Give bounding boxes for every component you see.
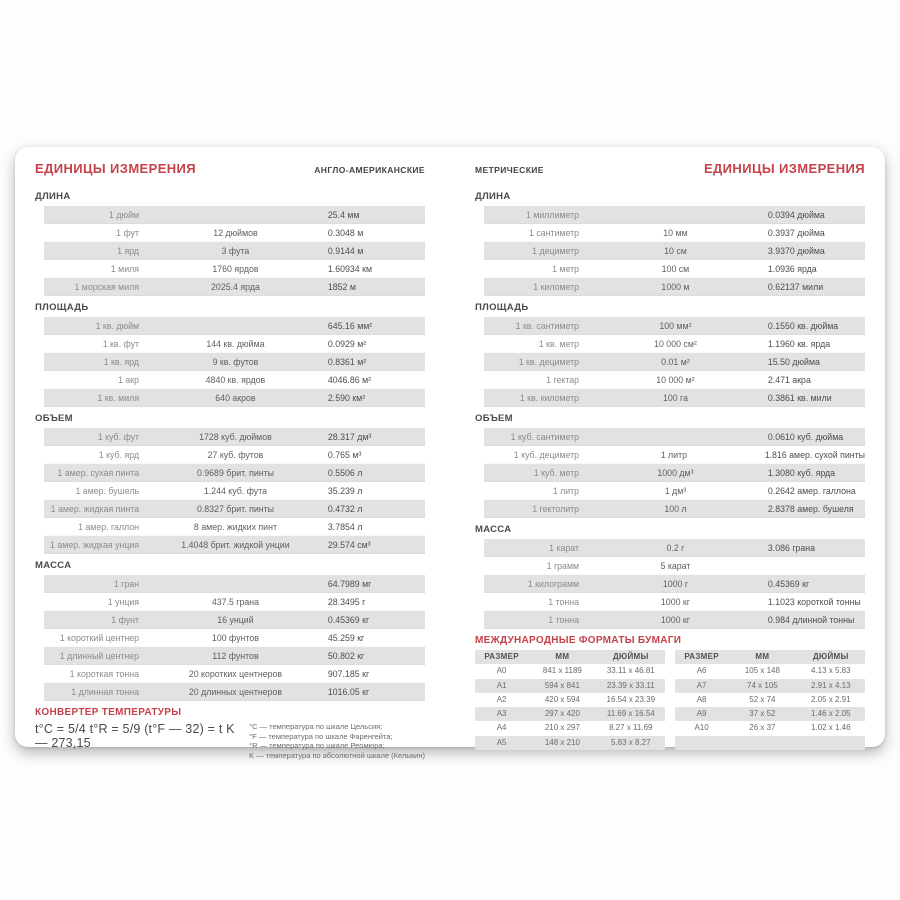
unit-equivalent: 1.244 куб. фута [203, 486, 268, 496]
unit-metric-value: 4046.86 м² [327, 375, 372, 385]
unit-equivalent: 10 мм [663, 228, 688, 238]
paper-inches: 11.69 x 16.54 [606, 709, 655, 719]
table-row [484, 317, 865, 335]
unit-metric-value: 0.9144 м [327, 246, 364, 256]
unit-equivalent: 0.9689 брит. пинты [196, 468, 274, 478]
unit-name: 1 куб. дециметр [513, 450, 580, 460]
left-section-3 [35, 561, 425, 701]
unit-metric-value: 0.0929 м² [327, 339, 367, 349]
table-row [484, 260, 865, 278]
paper-size: A6 [696, 666, 707, 676]
unit-metric-value: 45.259 кг [327, 633, 365, 643]
left-section-0 [35, 192, 425, 296]
unit-metric-value: 1.816 амер. сухой пинты [764, 450, 865, 460]
unit-metric-value: 0.8361 м² [327, 357, 367, 367]
unit-name: 1 гектар [546, 375, 580, 385]
unit-metric-value: 0.3048 м [327, 228, 364, 238]
paper-col-mm: ММ [755, 652, 770, 661]
unit-name: 1 карат [549, 543, 580, 553]
unit-name: 1 грамм [546, 561, 580, 571]
paper-table-a0-a5 [475, 650, 665, 750]
unit-name: 1 кв. метр [538, 339, 580, 349]
unit-metric-value: 0.4732 л [327, 504, 363, 514]
table-row [44, 242, 425, 260]
paper-size: A10 [694, 723, 709, 733]
paper-row [475, 721, 665, 735]
unit-name: 1 кв. сантиметр [515, 321, 580, 331]
unit-equivalent: 1728 куб. дюймов [199, 432, 272, 442]
paper-size: A9 [696, 709, 707, 719]
paper-table-a6-a10 [675, 650, 865, 750]
unit-equivalent: 100 фунтов [211, 633, 259, 643]
unit-name: 1 дециметр [532, 246, 580, 256]
right-sections [475, 185, 865, 629]
table-row [484, 500, 865, 518]
table-row [44, 446, 425, 464]
paper-size: A8 [696, 694, 707, 704]
unit-equivalent: 1000 г [662, 579, 689, 589]
unit-name: 1 амер. жидкая пинта [50, 504, 140, 514]
page-left-subtitle: АНГЛО-АМЕРИКАНСКИЕ [314, 165, 425, 175]
unit-equivalent: 100 л [664, 504, 687, 514]
unit-metric-value: 0.62137 мили [767, 282, 824, 292]
table-row [44, 500, 425, 518]
unit-equivalent: 10 см [664, 246, 687, 256]
unit-name: 1 короткая тонна [69, 669, 140, 679]
table-row [484, 371, 865, 389]
temperature-formula: t°C = 5/4 t°R = 5/9 (t°F — 32) = t K — 273,15 [35, 722, 235, 750]
unit-metric-value: 1.3080 куб. ярда [767, 468, 836, 478]
paper-mm: 297 x 420 [544, 709, 580, 719]
unit-equivalent [583, 428, 768, 445]
section-heading: ОБЪЕМ [35, 413, 73, 424]
section-heading: ПЛОЩАДЬ [475, 302, 529, 313]
paper-inches: 1.02 x 1.46 [810, 723, 851, 733]
temperature-note: °R — температура по шкале Реомюра; [249, 741, 385, 751]
unit-metric-value: 1.1960 кв. ярда [767, 339, 831, 349]
table-row [44, 353, 425, 371]
paper-inches: 2.05 x 2.91 [810, 694, 851, 704]
unit-name: 1 сантиметр [529, 228, 580, 238]
left-sections [35, 185, 425, 701]
table-row [484, 389, 865, 407]
table-row [484, 242, 865, 260]
unit-equivalent: 1000 кг [660, 597, 690, 607]
unit-name: 1 тонна [548, 615, 580, 625]
unit-equivalent: 144 кв. дюйма [206, 339, 265, 349]
paper-size: A2 [496, 694, 507, 704]
table-row [484, 575, 865, 593]
paper-row [675, 664, 865, 678]
unit-equivalent: 10 000 см² [654, 339, 697, 349]
table-row [44, 278, 425, 296]
unit-metric-value: 0.3937 дюйма [767, 228, 825, 238]
paper-mm: 148 x 210 [544, 737, 580, 747]
paper-mm: 420 x 594 [544, 694, 580, 704]
paper-col-size: РАЗМЕР [684, 652, 719, 661]
paper-inches: 2.91 x 4.13 [810, 680, 851, 690]
unit-equivalent: 1000 кг [660, 615, 690, 625]
temperature-note: °C — температура по шкале Цельсия; [249, 722, 383, 731]
page-left [35, 159, 425, 760]
right-section-1 [475, 303, 865, 407]
unit-metric-value: 1.1023 короткой тонны [767, 597, 861, 607]
page-right [475, 159, 865, 747]
unit-metric-value: 15.50 дюйма [767, 357, 820, 367]
paper-mm: 210 x 297 [544, 723, 580, 733]
paper-size: A1 [496, 680, 507, 690]
table-row [44, 536, 425, 554]
paper-size: A4 [496, 723, 507, 733]
unit-metric-value: 25.4 мм [327, 210, 360, 220]
table-row [44, 206, 425, 224]
unit-metric-value [768, 557, 865, 574]
unit-table [484, 428, 865, 518]
unit-name: 1 кв. ярд [103, 357, 140, 367]
paper-row [475, 736, 665, 750]
unit-equivalent: 16 унций [217, 615, 254, 625]
paper-size: A0 [496, 666, 507, 676]
right-section-3 [475, 525, 865, 629]
unit-metric-value: 0.765 м³ [327, 450, 362, 460]
unit-name: 1 кв. дециметр [518, 357, 580, 367]
table-row [44, 683, 425, 701]
section-heading: ОБЪЕМ [475, 413, 513, 424]
unit-metric-value: 64.7989 мг [327, 579, 372, 589]
unit-name: 1 морская миля [74, 282, 140, 292]
paper-mm: 37 x 52 [749, 709, 776, 719]
paper-col-size: РАЗМЕР [484, 652, 519, 661]
paper-mm: 26 x 37 [749, 723, 776, 733]
temperature-heading: КОНВЕРТЕР ТЕМПЕРАТУРЫ [35, 707, 182, 718]
unit-equivalent: 3 фута [221, 246, 250, 256]
unit-equivalent: 0.01 м² [661, 357, 690, 367]
unit-equivalent [143, 206, 328, 223]
unit-equivalent: 5 карат [660, 561, 691, 571]
unit-name: 1 кв. миля [97, 393, 140, 403]
table-row [44, 575, 425, 593]
unit-equivalent: 640 акров [215, 393, 256, 403]
section-heading: ДЛИНА [35, 191, 71, 202]
paper-inches [797, 736, 865, 750]
left-section-1 [35, 303, 425, 407]
temperature-note: °F — температура по шкале Фаренгейта; [249, 731, 393, 741]
unit-table [484, 539, 865, 629]
section-heading: ПЛОЩАДЬ [35, 302, 89, 313]
unit-table [44, 575, 425, 701]
right-section-0 [475, 192, 865, 296]
table-row [44, 371, 425, 389]
table-row [44, 611, 425, 629]
table-row [484, 557, 865, 575]
table-row [44, 593, 425, 611]
paper-row [475, 693, 665, 707]
unit-equivalent: 100 га [662, 393, 688, 403]
paper-mm: 74 x 105 [747, 680, 778, 690]
unit-name: 1 миля [110, 264, 140, 274]
unit-equivalent: 437.5 грана [211, 597, 260, 607]
unit-equivalent: 20 коротких центнеров [188, 669, 283, 679]
unit-name: 1 амер. галлон [78, 522, 140, 532]
unit-equivalent: 100 мм² [659, 321, 692, 331]
paper-row [475, 707, 665, 721]
unit-equivalent: 100 см [661, 264, 690, 274]
table-row [44, 518, 425, 536]
paper-inches: 33.11 x 46.81 [606, 666, 655, 676]
paper-size: A7 [696, 680, 707, 690]
paper-size: A3 [496, 709, 507, 719]
unit-name: 1 килограмм [527, 579, 580, 589]
unit-equivalent: 2025.4 ярда [211, 282, 260, 292]
unit-name: 1 куб. сантиметр [510, 432, 580, 442]
paper-inches: 23.39 x 33.11 [606, 680, 655, 690]
unit-name: 1 длинный центнер [59, 651, 140, 661]
table-row [44, 317, 425, 335]
table-row [44, 260, 425, 278]
unit-equivalent: 0.8327 брит. пинты [196, 504, 274, 514]
paper-row [675, 679, 865, 693]
paper-formats-block [475, 629, 865, 750]
unit-metric-value: 0.0610 куб. дюйма [767, 432, 844, 442]
unit-equivalent: 1 литр [660, 450, 688, 460]
paper-mm: 105 x 148 [744, 666, 780, 676]
paper-row [675, 736, 865, 750]
unit-name: 1 метр [552, 264, 580, 274]
paper-col-mm: ММ [555, 652, 570, 661]
unit-name: 1 амер. бушель [75, 486, 140, 496]
paper-table-header [475, 650, 665, 664]
diary-spread [15, 147, 885, 760]
paper-inches: 8.27 x 11.69 [609, 723, 653, 733]
page-right-subtitle: МЕТРИЧЕСКИЕ [475, 165, 544, 175]
unit-name: 1 амер. сухая пинта [57, 468, 140, 478]
table-row [44, 629, 425, 647]
paper-table-header [675, 650, 865, 664]
table-row [44, 428, 425, 446]
unit-name: 1 акр [118, 375, 140, 385]
unit-metric-value: 0.0394 дюйма [767, 210, 825, 220]
table-row [484, 593, 865, 611]
table-row [484, 206, 865, 224]
table-row [484, 611, 865, 629]
unit-metric-value: 2.8378 амер. бушеля [767, 504, 854, 514]
unit-name: 1 амер. жидкая унция [50, 540, 140, 550]
unit-equivalent: 112 фунтов [212, 651, 259, 661]
unit-metric-value: 3.086 грана [767, 543, 816, 553]
unit-name: 1 куб. метр [533, 468, 580, 478]
section-heading: МАССА [35, 560, 72, 571]
unit-equivalent [143, 575, 328, 592]
unit-name: 1 куб. фут [97, 432, 140, 442]
table-row [484, 446, 865, 464]
paper-row [675, 693, 865, 707]
unit-metric-value: 0.1550 кв. дюйма [767, 321, 839, 331]
section-heading: ДЛИНА [475, 191, 511, 202]
unit-metric-value: 2.590 км² [327, 393, 366, 403]
unit-metric-value: 1852 м [327, 282, 356, 292]
unit-table [44, 428, 425, 554]
unit-metric-value: 1.60934 км [327, 264, 372, 274]
unit-metric-value: 0.45369 кг [327, 615, 370, 625]
unit-metric-value: 0.45369 кг [767, 579, 810, 589]
unit-metric-value: 50.802 кг [327, 651, 365, 661]
paper-col-inches: ДЮЙМЫ [612, 652, 649, 661]
unit-name: 1 кв. фут [102, 339, 140, 349]
paper-size [675, 736, 728, 750]
unit-equivalent: 9 кв. футов [212, 357, 259, 367]
paper-row [475, 679, 665, 693]
unit-name: 1 длинная тонна [71, 687, 140, 697]
unit-equivalent: 1000 м [661, 282, 690, 292]
paper-inches: 16.54 x 23.39 [606, 694, 656, 704]
unit-name: 1 тонна [548, 597, 580, 607]
unit-equivalent: 0.2 г [666, 543, 685, 553]
unit-metric-value: 3.9370 дюйма [767, 246, 825, 256]
unit-metric-value: 0.3861 кв. мили [767, 393, 832, 403]
unit-equivalent [143, 317, 328, 334]
unit-metric-value: 28.317 дм³ [327, 432, 372, 442]
unit-metric-value: 0.984 длинной тонны [767, 615, 855, 625]
unit-name: 1 кв. километр [519, 393, 580, 403]
paper-inches: 1.46 x 2.05 [810, 709, 851, 719]
unit-metric-value: 35.239 л [327, 486, 363, 496]
table-row [44, 389, 425, 407]
unit-equivalent: 1760 ярдов [212, 264, 259, 274]
unit-equivalent: 10 000 м² [656, 375, 695, 385]
unit-name: 1 километр [533, 282, 580, 292]
page-left-header [35, 161, 425, 176]
paper-mm [728, 736, 796, 750]
unit-metric-value: 1.0936 ярда [767, 264, 817, 274]
unit-metric-value: 2.471 акра [767, 375, 811, 385]
unit-table [484, 317, 865, 407]
unit-metric-value: 0.2642 амер. галлона [767, 486, 856, 496]
paper-inches: 4.13 x 5.83 [810, 666, 851, 676]
unit-name: 1 фут [116, 228, 140, 238]
unit-metric-value: 28.3495 г [327, 597, 366, 607]
unit-name: 1 гектолитр [532, 504, 580, 514]
paper-mm: 594 x 841 [544, 680, 580, 690]
unit-metric-value: 3.7854 л [327, 522, 363, 532]
paper-size: A5 [496, 737, 507, 747]
paper-format-tables [475, 650, 865, 750]
unit-name: 1 унция [107, 597, 140, 607]
page-right-title: ЕДИНИЦЫ ИЗМЕРЕНИЯ [703, 161, 865, 176]
unit-name: 1 дюйм [109, 210, 140, 220]
table-row [44, 224, 425, 242]
unit-equivalent: 20 длинных центнеров [188, 687, 283, 697]
unit-name: 1 фунт [111, 615, 140, 625]
paper-mm: 841 x 1189 [542, 666, 582, 676]
unit-name: 1 гран [113, 579, 140, 589]
table-row [44, 482, 425, 500]
paper-formats-heading: МЕЖДУНАРОДНЫЕ ФОРМАТЫ БУМАГИ [475, 635, 682, 646]
table-row [44, 335, 425, 353]
table-row [484, 482, 865, 500]
unit-metric-value: 645.16 мм² [327, 321, 373, 331]
unit-table [44, 317, 425, 407]
unit-name: 1 миллиметр [525, 210, 580, 220]
unit-equivalent: 4840 кв. ярдов [205, 375, 266, 385]
unit-name: 1 ярд [117, 246, 140, 256]
paper-mm: 52 x 74 [749, 694, 776, 704]
section-heading: МАССА [475, 524, 512, 535]
table-row [44, 647, 425, 665]
table-row [484, 539, 865, 557]
unit-equivalent: 8 амер. жидких пинт [193, 522, 277, 532]
unit-table [44, 206, 425, 296]
temperature-converter [35, 701, 425, 760]
table-row [484, 224, 865, 242]
left-section-2 [35, 414, 425, 554]
paper-row [475, 664, 665, 678]
temperature-notes [249, 722, 425, 760]
unit-name: 1 куб. ярд [98, 450, 140, 460]
unit-name: 1 литр [552, 486, 580, 496]
page-left-title: ЕДИНИЦЫ ИЗМЕРЕНИЯ [35, 161, 197, 176]
unit-metric-value: 1016.05 кг [327, 687, 370, 697]
unit-metric-value: 907.185 кг [327, 669, 370, 679]
temperature-note: K — температура по абсолютной шкале (Кельвин) [249, 750, 425, 760]
table-row [44, 665, 425, 683]
unit-equivalent [583, 206, 768, 223]
table-row [44, 464, 425, 482]
table-row [484, 464, 865, 482]
paper-row [675, 721, 865, 735]
table-row [484, 428, 865, 446]
unit-equivalent: 1.4048 брит. жидкой унции [181, 540, 290, 550]
table-row [484, 278, 865, 296]
temperature-content [35, 722, 425, 760]
paper-col-inches: ДЮЙМЫ [812, 652, 849, 661]
unit-equivalent: 27 куб. футов [207, 450, 264, 460]
paper-inches: 5.83 x 8.27 [610, 737, 651, 747]
unit-metric-value: 29.574 см³ [327, 540, 371, 550]
page-right-header [475, 161, 865, 176]
table-row [484, 335, 865, 353]
unit-equivalent: 1 дм³ [664, 486, 687, 496]
unit-equivalent: 1000 дм³ [657, 468, 694, 478]
paper-row [675, 707, 865, 721]
unit-equivalent: 12 дюймов [213, 228, 258, 238]
unit-name: 1 короткий центнер [59, 633, 140, 643]
unit-metric-value: 0.5506 л [327, 468, 363, 478]
table-row [484, 353, 865, 371]
unit-name: 1 кв. дюйм [95, 321, 140, 331]
right-section-2 [475, 414, 865, 518]
unit-table [484, 206, 865, 296]
